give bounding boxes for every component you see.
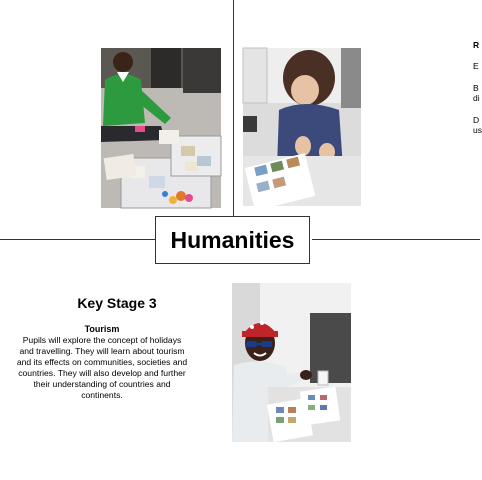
topic-heading: Tourism — [84, 324, 120, 334]
photo-pupil-red-cap — [232, 283, 351, 442]
right-column-heading: R — [473, 40, 480, 50]
vertical-divider — [233, 0, 234, 240]
page-title: Humanities — [155, 216, 310, 264]
right-column-line: D — [473, 115, 480, 125]
topic-description: Pupils will explore the concept of holidays and travelling. They will learn about tourism and its effects on communities, societies and countries. They will also develop and further their understanding of countries and continents. — [16, 335, 188, 400]
horizontal-divider-right — [312, 239, 480, 240]
right-column-line: di — [473, 93, 480, 103]
key-stage-heading: Key Stage 3 — [77, 295, 157, 311]
photo-pupil-sorting-cards — [101, 48, 221, 208]
right-column-line — [473, 115, 482, 135]
right-column-line: us — [473, 125, 482, 135]
horizontal-divider-left — [0, 239, 155, 240]
right-column-line: E — [473, 61, 479, 71]
photo-pupil-matching-cards — [243, 48, 361, 206]
right-column-line — [473, 83, 480, 103]
right-column-line: B — [473, 83, 479, 93]
